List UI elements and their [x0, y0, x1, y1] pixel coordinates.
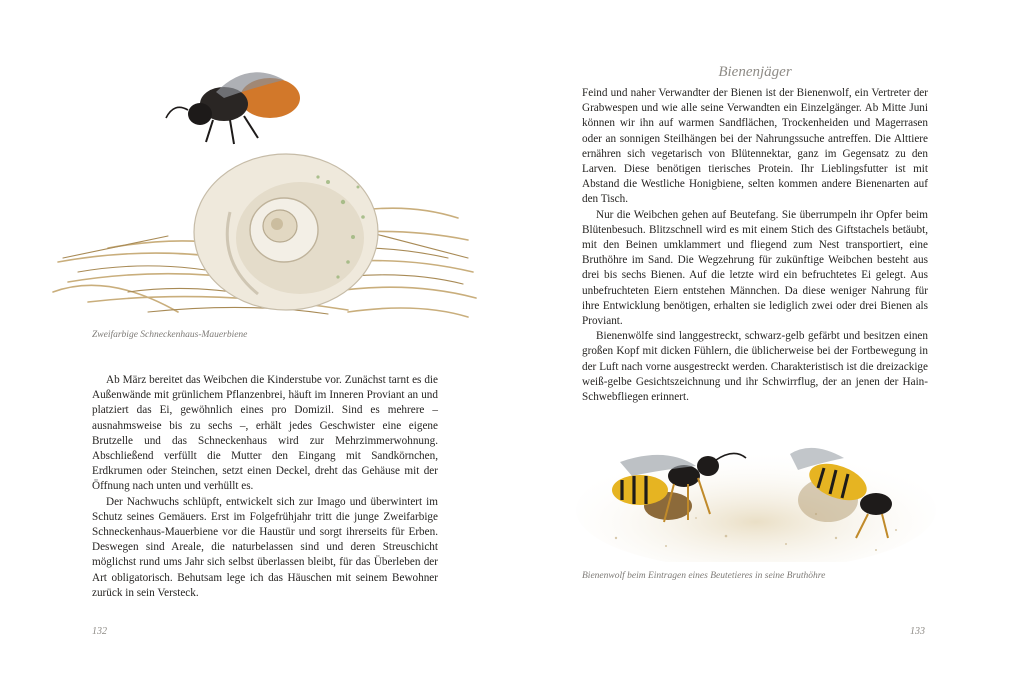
section-heading: Bienenjäger — [718, 64, 792, 80]
mason-bee — [166, 72, 300, 144]
right-page — [510, 0, 1020, 690]
page-number-left: 132 — [92, 626, 107, 637]
right-body-text — [582, 86, 928, 405]
page-number-right: 133 — [910, 626, 925, 637]
left-paragraph-2: Der Nachwuchs schlüpft, entwickelt sich zur Imago und überwintert im Schutz seines Gemäuers. Erst im Folgefrühjahr tritt die junge Zweifarbige Schneckenhaus-Mauerbiene vor die Haustür und sorgt ihrerseits für Erben. Deswegen sind Areale, die naturbelassen sind und deren Streuschicht möglichst rund ums Jahr sich selbst überlassen bleibt, für das Überleben der Art obligatorisch. Behutsam lege ich das Häuschen mit seinem Bewohner zurück in sein Versteck. — [92, 495, 438, 599]
right-paragraph-2: Nur die Weibchen gehen auf Beutefang. Sie überrumpeln ihr Opfer beim Blütenbesuch. Blitzschnell wird es mit einem Stich des Giftstachels betäubt, mit den Beinen umklammert und fliegend zum Nest transportiert, eine Bruthöhre im Sand. Die Wegzehrung für zukünftige Weibchen besteht aus drei bis sechs Bienen. Auf die letzte wird ein befruchtetes Ei gelegt. Aus unbefruchteten Eiern entstehen Männchen. Da diese weniger Nahrung für ihre Entwicklung benötigen, erhalten sie lediglich zwei oder drei Bienen als Proviant. — [582, 208, 928, 328]
left-body-text — [92, 373, 438, 601]
left-caption: Zweifarbige Schneckenhaus-Mauerbiene — [92, 330, 248, 340]
mason-bee-snail-shell-illustration — [48, 62, 478, 324]
left-paragraph-1: Ab März bereitet das Weibchen die Kinderstube vor. Zunächst tarnt es die Außenwände mit grünlichem Pflanzenbrei, häuft im Inneren Proviant an und platziert das Ei, gewöhnlich eines pro Domizil. Sind es mehrere – ausnahmsweise bis zu sechs –, erhält jedes Geschwister eine eigene Brutzelle und das Schneckenhaus wird zur Mehrzimmerwohnung. Abschließend verfüllt die Mutter den Eingang mit Sandkörnchen, Erdkrumen oder Steinchen, setzt einen Deckel, dreht das Gehäuse mit der Öffnung nach unten und verhüllt es. — [92, 374, 438, 493]
right-caption: Bienenwolf beim Eintragen eines Beutetieres in seine Bruthöhre — [582, 571, 826, 581]
right-paragraph-3: Bienenwölfe sind langgestreckt, schwarz-gelb gefärbt und besitzen einen großen Kopf mit dicken Fühlern, die üblicherweise bei der Fortbewegung in der Luft nach vorne ausgestreckt werden. Charakteristisch ist die dreizackige weiß-gelbe Gesichtszeichnung und ihr Schwirrflug, der an jenen der Hain-Schwebfliegen erinnert. — [582, 330, 928, 404]
right-paragraph-1: Feind und naher Verwandter der Bienen ist der Bienenwolf, ein Vertreter der Grabwespen und wie alle seine Verwandten ein Einzelgänger. Ab Mitte Juni können wir ihn auf warmen Sandflächen, Trockenheiden und Magerrasen oder an sonnigen Steilhängen bei der Nahrungssuche antreffen. Die Alttiere ernähren sich vegetarisch von Blütennektar, ganz im Gegensatz zu den Larven. Diese benötigen tierisches Protein. Ihr Lieblingsfutter ist mit Abstand die Westliche Honigbiene, selten kommen andere Bienenarten auf den Tisch. — [582, 87, 928, 206]
beewolf-illustration — [576, 418, 936, 562]
